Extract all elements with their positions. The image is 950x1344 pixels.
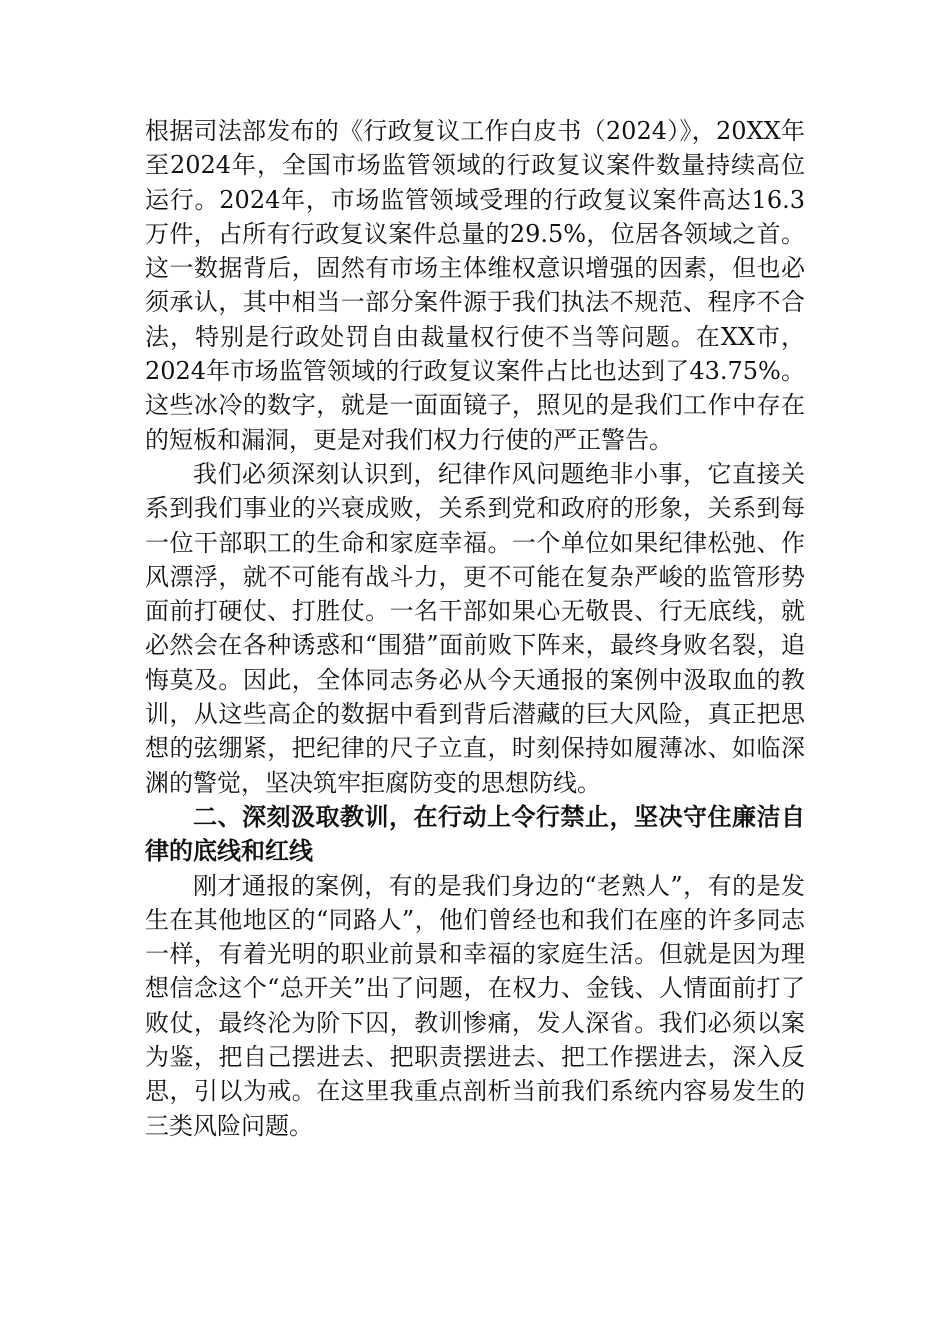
section-heading: 二、深刻汲取教训，在行动上令行禁止，坚决守住廉洁自律的底线和红线 xyxy=(145,802,805,866)
paragraph-discipline: 我们必须深刻认识到，纪律作风问题绝非小事，它直接关系到我们事业的兴衰成败，关系到党和政府的形象，关系到每一位干部职工的生命和家庭幸福。一个单位如果纪律松弛、作风漂浮，就不可能有战斗力，更不可能在复杂严峻的监管形势面前打硬仗、打胜仗。一名干部如果心无敬畏、行无底线，就必然会在各种诱惑和“围猎”面前败下阵来，最终身败名裂，追悔莫及。因此，全体同志务必从今天通报的案例中汲取血的教训，从这些高企的数据中看到背后潜藏的巨大风险，真正把思想的弦绷紧，把纪律的尺子立直，时刻保持如履薄冰、如临深渊的警觉，坚决筑牢拒腐防变的思想防线。 xyxy=(145,459,805,797)
paragraph-cases: 刚才通报的案例，有的是我们身边的“老熟人”，有的是发生在其他地区的“同路人”，他们曾经也和我们在座的许多同志一样，有着光明的职业前景和幸福的家庭生活。但就是因为理想信念这个“总开关”出了问题，在权力、金钱、人情面前打了败仗，最终沦为阶下囚，教训惨痛，发人深省。我们必须以案为鉴，把自己摆进去、把职责摆进去、把工作摆进去，深入反思，引以为戒。在这里我重点剖析当前我们系统内容易发生的三类风险问题。 xyxy=(145,871,805,1140)
document-body xyxy=(145,114,805,1143)
paragraph-continuation: 根据司法部发布的《行政复议工作白皮书（2024）》，20XX年至2024年，全国市场监管领域的行政复议案件数量持续高位运行。2024年，市场监管领域受理的行政复议案件高达16.3万件，占所有行政复议案件总量的29.5%，位居各领域之首。这一数据背后，固然有市场主体维权意识增强的因素，但也必须承认，其中相当一部分案件源于我们执法不规范、程序不合法，特别是行政处罚自由裁量权行使不当等问题。在XX市，2024年市场监管领域的行政复议案件占比也达到了43.75%。这些冰冷的数字，就是一面面镜子，照见的是我们工作中存在的短板和漏洞，更是对我们权力行使的严正警告。 xyxy=(145,117,805,454)
